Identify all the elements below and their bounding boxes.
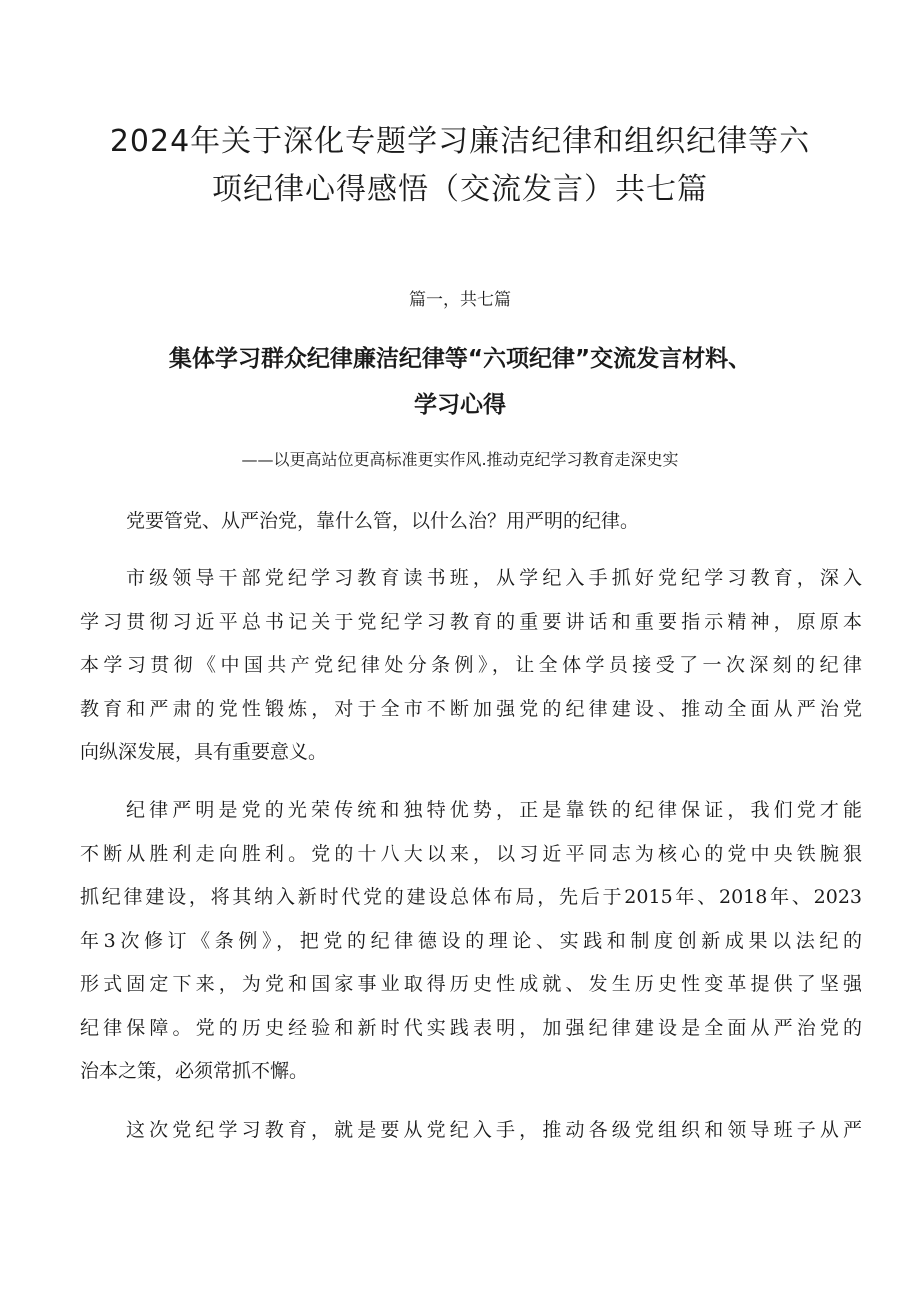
paragraph-line: 纪律保障。党的历史经验和新时代实践表明，加强纪律建设是全面从严治党的: [80, 1016, 862, 1039]
article-title-line: 集体学习群众纪律廉洁纪律等“六项纪律”交流发言材料、: [168, 346, 752, 372]
paragraph-line: 向纵深发展，具有重要意义。: [80, 741, 328, 763]
article-subtitle: ——以更高站位更高标准更实作风.推动克纪学习教育走深史实: [241, 450, 679, 469]
paragraph-line: 党要管党、从严治党，靠什么管，以什么治？用严明的纪律。: [126, 510, 640, 532]
paragraph-line: 学习贯彻习近平总书记关于党纪学习教育的重要讲话和重要指示精神，原原本: [80, 610, 862, 633]
paragraph-line: 抓纪律建设，将其纳入新时代党的建设总体布局，先后于2015年、2018年、2023: [80, 886, 862, 908]
paragraph: [80, 500, 862, 544]
document-title: [90, 118, 830, 214]
paragraph-line: 治本之策，必须常抓不懈。: [80, 1060, 309, 1082]
paragraph-line: 市级领导干部党纪学习教育读书班，从学纪入手抓好党纪学习教育，深入: [126, 567, 862, 589]
article-title-line: 学习心得: [414, 392, 506, 418]
section-label: 篇一，共七篇: [409, 290, 511, 310]
document-title-line: 项纪律心得感悟（交流发言）共七篇: [212, 172, 708, 207]
paragraph-line: 本学习贯彻《中国共产党纪律处分条例》，让全体学员接受了一次深刻的纪律: [80, 654, 862, 676]
article-title: [90, 336, 830, 428]
paragraph-line: 这次党纪学习教育，就是要从党纪入手，推动各级党组织和领导班子从严: [126, 1119, 862, 1141]
paragraph-line: 纪律严明是党的光荣传统和独特优势，正是靠铁的纪律保证，我们党才能: [126, 799, 862, 821]
paragraph-line: 年3次修订《条例》，把党的纪律德设的理论、实践和制度创新成果以法纪的: [80, 929, 862, 952]
paragraph: [80, 789, 862, 1094]
paragraph: [80, 1109, 862, 1153]
document-title-line: 2024年关于深化专题学习廉洁纪律和组织纪律等六: [109, 124, 811, 159]
paragraph-line: 形式固定下来，为党和国家事业取得历史性成就、发生历史性变革提供了坚强: [80, 973, 862, 995]
paragraph-line: 不断从胜利走向胜利。党的十八大以来，以习近平同志为核心的党中央铁腕狠: [80, 842, 862, 865]
paragraph-line: 教育和严肃的党性锻炼，对于全市不断加强党的纪律建设、推动全面从严治党: [80, 697, 862, 720]
paragraph: [80, 557, 862, 775]
